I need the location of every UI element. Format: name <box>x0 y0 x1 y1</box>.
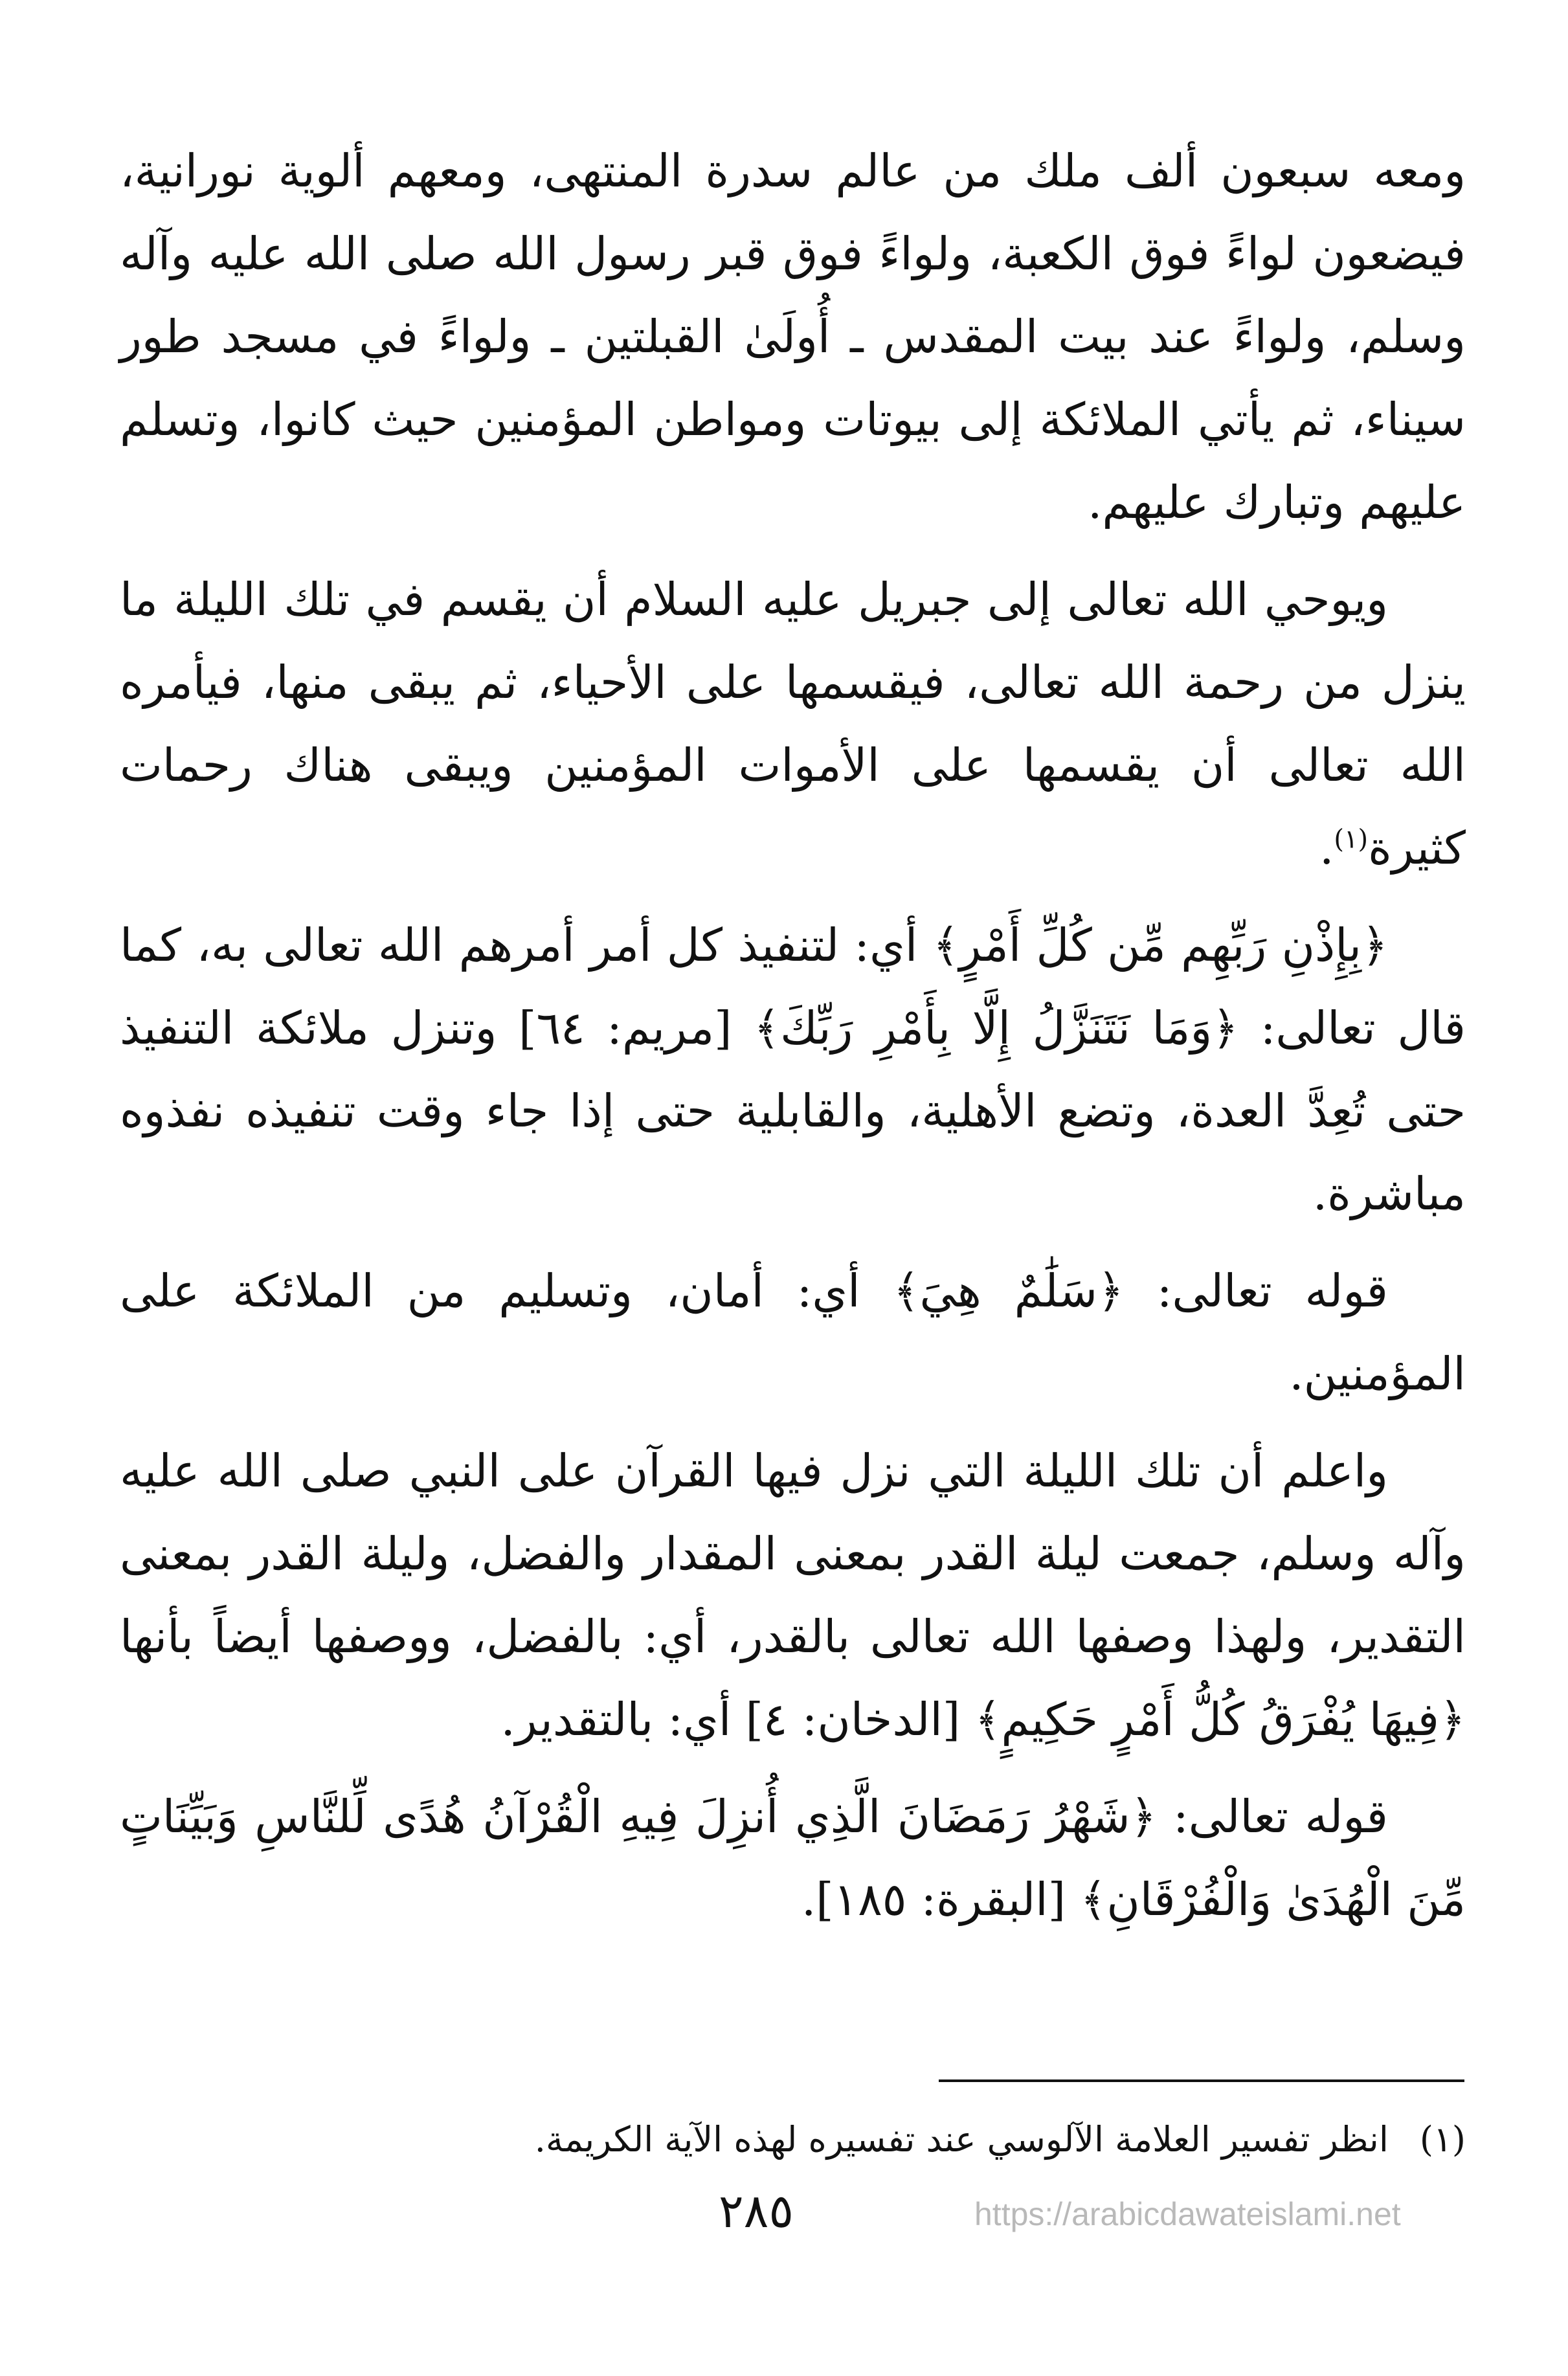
paragraph-5-text: واعلم أن تلك الليلة التي نزل فيها القرآن على النبي صلى الله عليه وآله وسلم، جمعت ليلة القدر بمعنى المقدار والفضل، وليلة القدر بمعنى التقدير، ولهذا وصفها الله تعالى بالقدر، أي: بالفضل، ووصفها أيضاً بأنها ﴿فِيهَا يُفْرَقُ كُلُّ أَمْرٍ حَكِيمٍ﴾ [الدخان: ٤] أي: بالتقدير. <box>120 1444 1466 1746</box>
paragraph-1-text: ومعه سبعون ألف ملك من عالم سدرة المنتهى، ومعهم ألوية نورانية، فيضعون لواءً فوق الكعبة، ولواءً فوق قبر رسول الله صلى الله عليه وآله وسلم، ولواءً عند بيت المقدس ـ أُولَىٰ القبلتين ـ ولواءً في مسجد طور سيناء، ثم يأتي الملائكة إلى بيوتات ومواطن المؤمنين حيث كانوا، وتسلم عليهم وتبارك عليهم. <box>120 144 1466 529</box>
paragraph-3 <box>120 904 1466 1235</box>
footnote <box>120 2111 1466 2169</box>
footnote-text: انظر تفسير العلامة الآلوسي عند تفسيره لهذه الآية الكريمة. <box>534 2119 1389 2160</box>
paragraph-6-text: قوله تعالى: ﴿شَهْرُ رَمَضَانَ الَّذِي أُنزِلَ فِيهِ الْقُرْآنُ هُدًى لِّلنَّاسِ وَبَيِّنَاتٍ مِّنَ الْهُدَىٰ وَالْفُرْقَانِ﴾ [البقرة: ١٨٥]. <box>120 1790 1466 1926</box>
main-text <box>120 129 1466 1941</box>
paragraph-2 <box>120 558 1466 890</box>
paragraph-6 <box>120 1775 1466 1941</box>
footnote-divider <box>939 2079 1464 2082</box>
page-number: ٢٨٥ <box>719 2184 794 2238</box>
footnote-reference[interactable]: (١) <box>1334 824 1369 855</box>
paragraph-2-tail: . <box>1319 822 1334 875</box>
paragraph-3-text: ﴿بِإِذْنِ رَبِّهِم مِّن كُلِّ أَمْرٍ﴾ أي: لتنفيذ كل أمر أمرهم الله تعالى به، كما قال تعالى: ﴿وَمَا نَتَنَزَّلُ إِلَّا بِأَمْرِ رَبِّكَ﴾ [مريم: ٦٤] وتنزل ملائكة التنفيذ حتى تُعِدَّ العدة، وتضع الأهلية، والقابلية حتى إذا جاء وقت تنفيذه نفذوه مباشرة. <box>120 919 1466 1220</box>
watermark-url: https://arabicdawateislami.net <box>974 2196 1401 2232</box>
paragraph-2-text: ويوحي الله تعالى إلى جبريل عليه السلام أن يقسم في تلك الليلة ما ينزل من رحمة الله تعالى، فيقسمها على الأحياء، ثم يبقى منها، فيأمره الله تعالى أن يقسمها على الأموات المؤمنين ويبقى هناك رحمات كثيرة <box>120 573 1466 875</box>
page-footer <box>0 2179 1568 2250</box>
paragraph-4 <box>120 1250 1466 1415</box>
paragraph-4-text: قوله تعالى: ﴿سَلَٰمٌ هِيَ﴾ أي: أمان، وتسليم من الملائكة على المؤمنين. <box>120 1264 1466 1400</box>
footnote-mark: (١) <box>1419 2119 1466 2160</box>
paragraph-1 <box>120 129 1466 544</box>
paragraph-5 <box>120 1429 1466 1761</box>
